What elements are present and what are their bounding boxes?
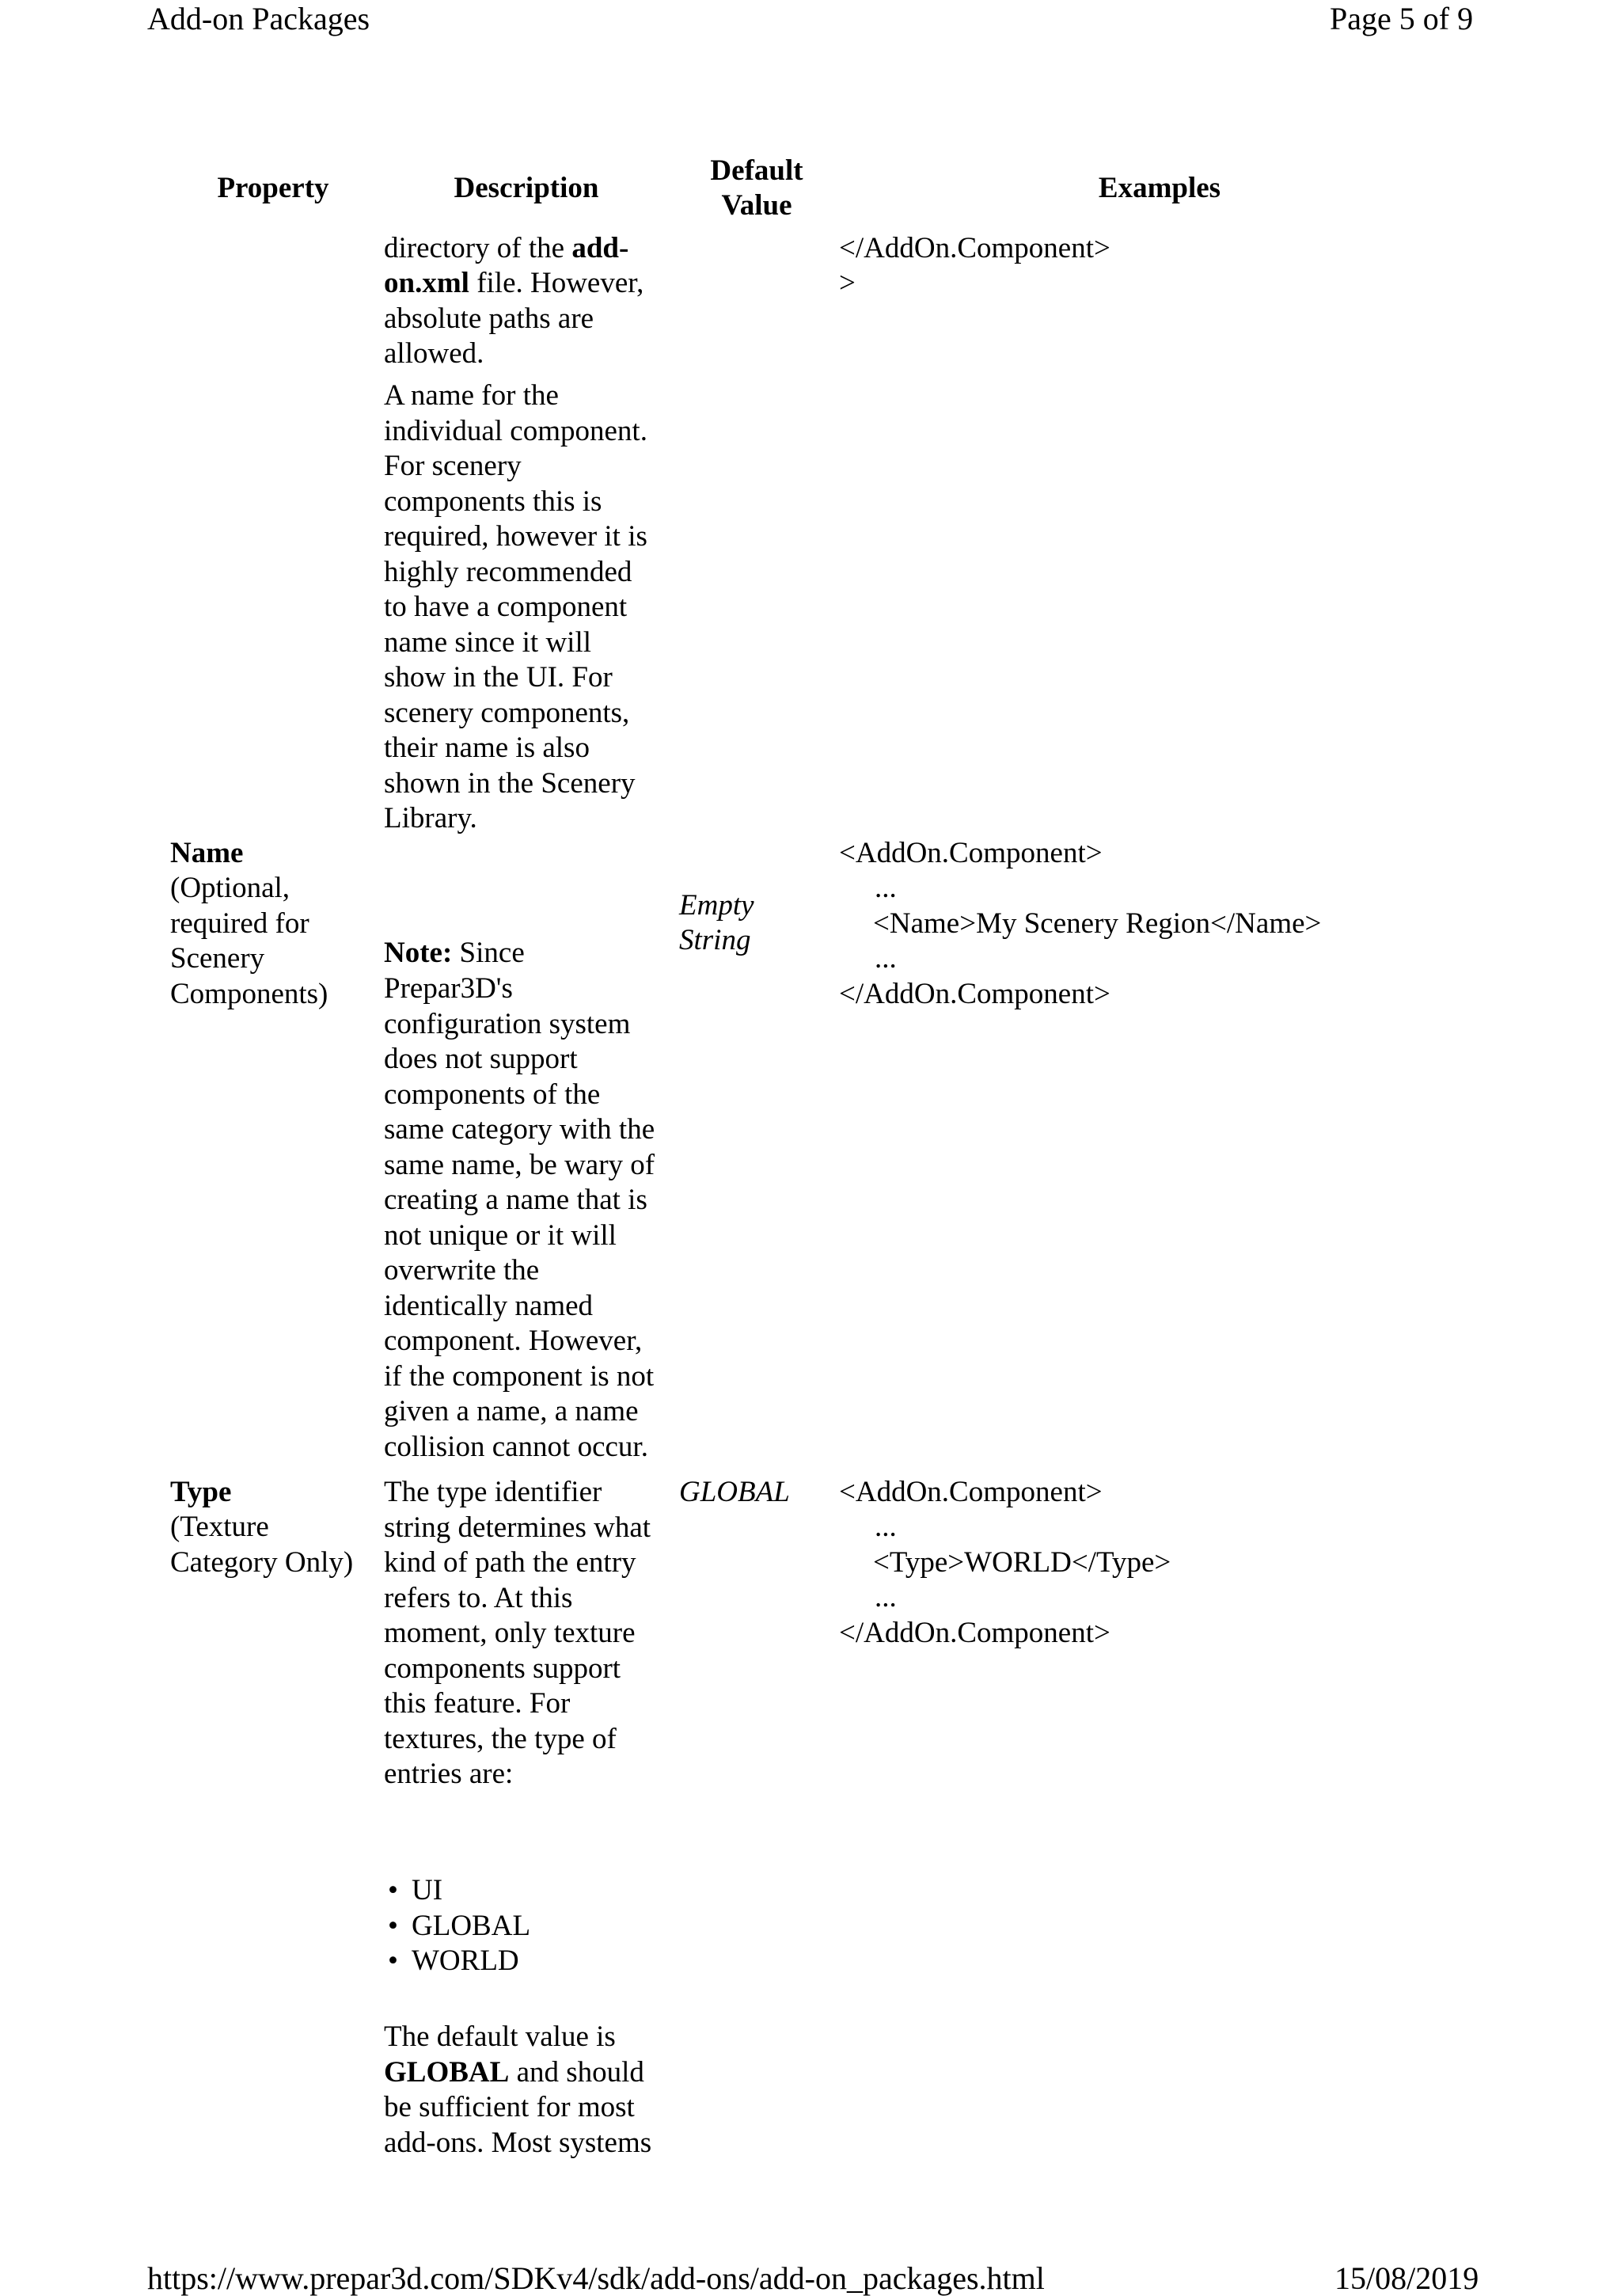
name-description-line: Library. [384, 802, 477, 834]
type-tail-line: be sufficient for most [384, 2091, 635, 2123]
type-example-line: ... [875, 1581, 897, 1614]
name-note-line: given a name, a name [384, 1395, 639, 1427]
type-list [412, 1873, 530, 1979]
column-header-default-line1: Default [710, 154, 803, 187]
property-name-qualifier: required for [170, 907, 309, 940]
type-tail-line: add-ons. Most systems [384, 2127, 652, 2159]
continued-description-line: allowed. [384, 337, 484, 370]
name-note-line: Note: Since [384, 937, 525, 969]
name-note-line: configuration system [384, 1007, 631, 1040]
name-note-line: does not support [384, 1043, 578, 1075]
property-name: Name [170, 837, 244, 869]
name-example-line: <AddOn.Component> [839, 837, 1103, 869]
column-header-property: Property [217, 172, 329, 204]
name-description-line: to have a component [384, 591, 628, 623]
continued-description-line: absolute paths are [384, 302, 594, 335]
name-note-line: collision cannot occur. [384, 1430, 648, 1463]
name-note-line: identically named [384, 1289, 594, 1322]
name-note-line: if the component is not [384, 1359, 655, 1393]
type-tail-line: GLOBAL and should [384, 2056, 644, 2089]
type-description-line: this feature. For [384, 1687, 571, 1720]
name-description-line: show in the UI. For [384, 661, 613, 694]
type-list-item: • GLOBAL [412, 1909, 530, 1944]
column-header-default-line2: Value [721, 189, 792, 222]
type-tail-line: The default value is [384, 2020, 616, 2053]
continued-description-line: directory of the add- [384, 232, 629, 264]
type-description-line: refers to. At this [384, 1581, 573, 1614]
default-value-name: String [679, 924, 751, 956]
name-note-line: creating a name that is [384, 1184, 647, 1216]
column-header-examples: Examples [1098, 172, 1221, 204]
type-description-line: string determines what [384, 1511, 651, 1544]
type-description-line: The type identifier [384, 1476, 602, 1508]
default-value-type: GLOBAL [679, 1476, 790, 1508]
type-description-line: textures, the type of [384, 1722, 617, 1755]
page-footer-url: https://www.prepar3d.com/SDKv4/sdk/add-ons/add-on_packages.html [147, 2260, 1045, 2296]
name-note-line: same category with the [384, 1113, 655, 1146]
name-description-line: components this is [384, 485, 602, 518]
column-header-description: Description [454, 172, 599, 204]
name-example-line: </AddOn.Component> [839, 978, 1110, 1010]
name-description-line: For scenery [384, 450, 522, 482]
name-description-line: scenery components, [384, 696, 630, 729]
name-example-line: ... [875, 872, 897, 904]
type-description-line: moment, only texture [384, 1617, 636, 1649]
property-name-qualifier: Components) [170, 978, 328, 1010]
name-example-line: <Name>My Scenery Region</Name> [873, 907, 1322, 940]
name-note-line: component. However, [384, 1325, 643, 1357]
type-description-line: entries are: [384, 1758, 514, 1790]
type-list-item: • WORLD [412, 1944, 530, 1979]
type-description-line: kind of path the entry [384, 1546, 636, 1579]
name-description-line: required, however it is [384, 520, 647, 553]
default-value-name: Empty [679, 889, 754, 922]
type-description-line: components support [384, 1652, 621, 1685]
name-description-line: highly recommended [384, 555, 632, 588]
name-description-line: shown in the Scenery [384, 766, 636, 800]
type-example-line: </AddOn.Component> [839, 1617, 1110, 1649]
name-note-line: not unique or it will [384, 1218, 617, 1252]
page-header-title: Add-on Packages [147, 1, 370, 36]
name-description-line: A name for the [384, 379, 559, 412]
page-number: Page 5 of 9 [1330, 1, 1474, 36]
property-type-qualifier: (Texture [170, 1511, 269, 1543]
continued-description-line: on.xml file. However, [384, 267, 644, 299]
name-note-line: same name, be wary of [384, 1148, 655, 1181]
type-example-line: <AddOn.Component> [839, 1476, 1103, 1508]
property-type-qualifier: Category Only) [170, 1546, 354, 1579]
name-note-line: overwrite the [384, 1254, 540, 1287]
name-note-line: Prepar3D's [384, 972, 513, 1005]
name-description-line: name since it will [384, 625, 592, 659]
page-footer-date: 15/08/2019 [1334, 2260, 1479, 2296]
name-example-line: ... [875, 942, 897, 975]
continued-example-line: > [839, 267, 856, 299]
name-description-line: individual component. [384, 414, 647, 447]
property-name-qualifier: Scenery [170, 942, 265, 975]
name-description-line: their name is also [384, 732, 590, 764]
type-list-item: • UI [412, 1873, 530, 1909]
continued-example-line: </AddOn.Component> [839, 232, 1110, 264]
property-name-qualifier: (Optional, [170, 872, 290, 904]
name-note-line: components of the [384, 1078, 601, 1111]
type-example-line: <Type>WORLD</Type> [873, 1546, 1171, 1579]
type-example-line: ... [875, 1511, 897, 1543]
property-type: Type [170, 1476, 232, 1508]
